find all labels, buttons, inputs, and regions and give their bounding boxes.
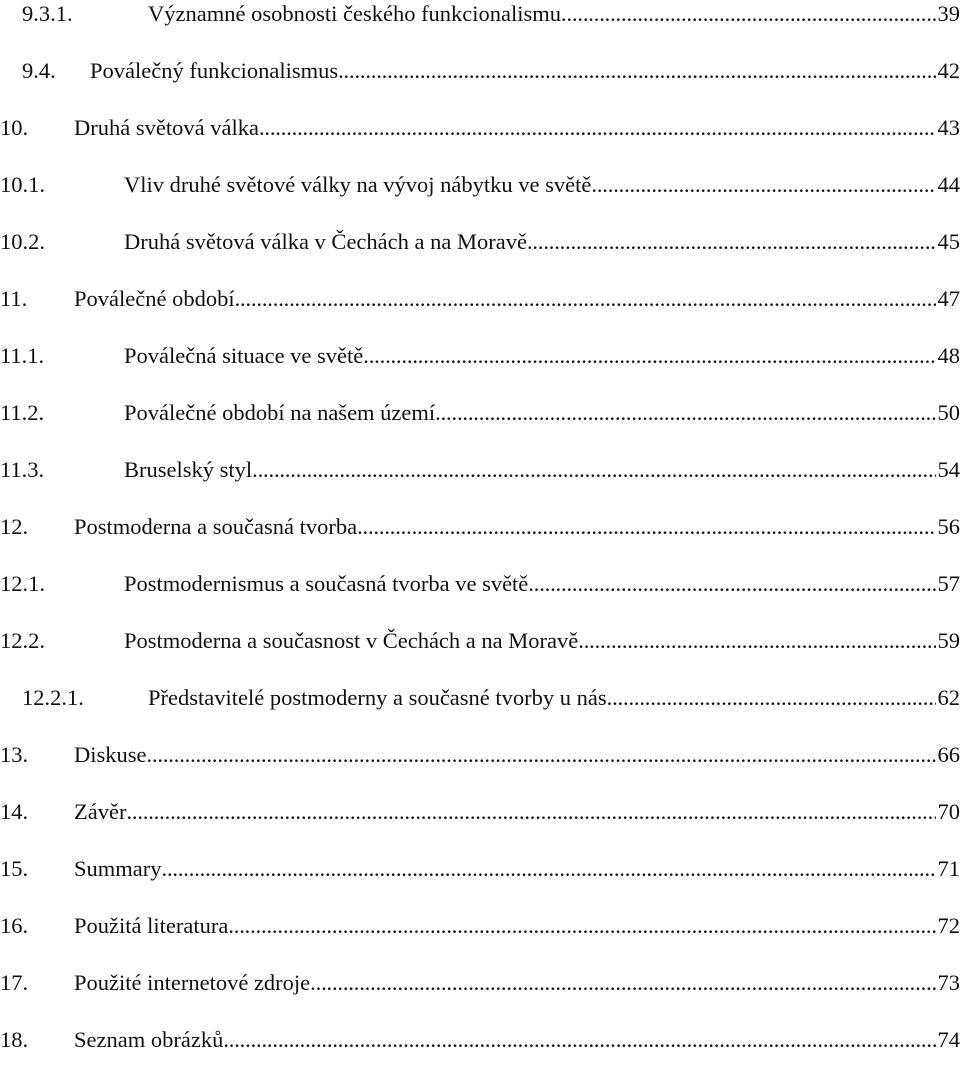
toc-entry[interactable] — [0, 568, 960, 600]
toc-leader-dots — [259, 112, 936, 144]
toc-entry-page: 54 — [937, 457, 960, 482]
toc-entry-page: 50 — [937, 400, 960, 425]
toc-entry-page: 43 — [937, 115, 960, 140]
toc-entry-page: 59 — [937, 628, 960, 653]
toc-leader-dots — [528, 568, 935, 600]
toc-leader-dots — [223, 1024, 935, 1056]
toc-entry-title: Postmodernismus a současná tvorba ve světě — [124, 571, 529, 596]
toc-entry-number: 10.2. — [0, 229, 45, 254]
toc-entry-title: Použité internetové zdroje — [74, 970, 311, 995]
toc-entry[interactable] — [0, 1024, 960, 1056]
toc-leader-dots — [235, 283, 936, 315]
toc-entry-page: 56 — [937, 514, 960, 539]
toc-leader-dots — [591, 169, 935, 201]
toc-entry-number: 12.2. — [0, 628, 45, 653]
toc-entry[interactable] — [0, 454, 960, 486]
toc-entry-number: 16. — [0, 913, 29, 938]
toc-entry-number: 10.1. — [0, 172, 45, 197]
toc-entry-number: 12.1. — [0, 571, 45, 596]
toc-entry-page: 39 — [937, 1, 960, 26]
toc-entry-number: 11. — [0, 286, 28, 311]
toc-entry-title: Použitá literatura — [74, 913, 229, 938]
toc-entry[interactable] — [0, 625, 960, 657]
toc-entry-number: 18. — [0, 1027, 29, 1052]
toc-entry-page: 47 — [937, 286, 960, 311]
toc-entry-page: 71 — [937, 856, 960, 881]
toc-leader-dots — [607, 682, 936, 714]
toc-entry-title: Poválečný funkcionalismus — [90, 58, 339, 83]
toc-entry[interactable] — [0, 55, 960, 87]
toc-entry-page: 74 — [937, 1027, 960, 1052]
toc-entry-page: 73 — [937, 970, 960, 995]
toc-entry[interactable] — [0, 682, 960, 714]
toc-entry-title: Druhá světová válka v Čechách a na Moravě — [124, 229, 527, 254]
toc-entry-title: Seznam obrázků — [74, 1027, 224, 1052]
toc-entry-title: Diskuse — [74, 742, 147, 767]
toc-entry-title: Vliv druhé světové války na vývoj nábytku ve světě — [124, 172, 592, 197]
toc-entry-page: 72 — [937, 913, 960, 938]
toc-leader-dots — [578, 625, 935, 657]
toc-entry-number: 12. — [0, 514, 29, 539]
toc-entry-title: Poválečné období — [74, 286, 235, 311]
toc-entry-page: 48 — [937, 343, 960, 368]
toc-entry-title: Druhá světová válka — [74, 115, 259, 140]
toc-entry[interactable] — [0, 226, 960, 258]
toc-leader-dots — [252, 454, 935, 486]
toc-entry-title: Poválečná situace ve světě — [124, 343, 364, 368]
toc-entry-page: 44 — [937, 172, 960, 197]
toc-leader-dots — [527, 226, 936, 258]
toc-entry[interactable] — [0, 967, 960, 999]
toc-entry-page: 62 — [937, 685, 960, 710]
toc-entry-number: 17. — [0, 970, 29, 995]
toc-entry-number: 11.2. — [0, 400, 45, 425]
toc-entry[interactable] — [0, 283, 960, 315]
toc-leader-dots — [126, 796, 935, 828]
toc-leader-dots — [357, 511, 935, 543]
toc-entry-number: 15. — [0, 856, 29, 881]
toc-entry-number: 9.3.1. — [22, 1, 73, 26]
toc-entry[interactable] — [0, 796, 960, 828]
toc-entry-title: Summary — [74, 856, 162, 881]
toc-leader-dots — [435, 397, 935, 429]
toc-leader-dots — [162, 853, 936, 885]
toc-entry[interactable] — [0, 112, 960, 144]
toc-entry[interactable] — [0, 169, 960, 201]
toc-entry-number: 11.1. — [0, 343, 45, 368]
toc-entry-number: 12.2.1. — [22, 685, 84, 710]
toc-entry-page: 45 — [937, 229, 960, 254]
toc-entry-page: 57 — [937, 571, 960, 596]
toc-entry-title: Významné osobnosti českého funkcionalismu — [148, 1, 562, 26]
toc-leader-dots — [338, 55, 935, 87]
toc-entry[interactable] — [0, 0, 960, 30]
toc-leader-dots — [561, 0, 935, 30]
toc-entry-number: 10. — [0, 115, 29, 140]
toc-entry-page: 70 — [937, 799, 960, 824]
toc-entry-title: Postmoderna a současnost v Čechách a na Moravě — [124, 628, 579, 653]
toc-leader-dots — [363, 340, 935, 372]
toc-entry[interactable] — [0, 739, 960, 771]
toc-entry-number: 9.4. — [22, 58, 56, 83]
toc-leader-dots — [147, 739, 936, 771]
toc-entry-number: 14. — [0, 799, 29, 824]
toc-entry-number: 11.3. — [0, 457, 45, 482]
toc-entry[interactable] — [0, 397, 960, 429]
toc-leader-dots — [310, 967, 935, 999]
toc-entry-page: 42 — [937, 58, 960, 83]
toc-entry-title: Bruselský styl — [124, 457, 253, 482]
toc-entry-number: 13. — [0, 742, 29, 767]
toc-entry-title: Poválečné období na našem území — [124, 400, 436, 425]
toc-entry-title: Postmoderna a současná tvorba — [74, 514, 358, 539]
toc-entry-title: Závěr — [74, 799, 127, 824]
toc-leader-dots — [228, 910, 935, 942]
toc-entry-title: Představitelé postmoderny a současné tvorby u nás — [148, 685, 607, 710]
toc-entry[interactable] — [0, 340, 960, 372]
toc-entry[interactable] — [0, 853, 960, 885]
toc-entry[interactable] — [0, 910, 960, 942]
toc-entry[interactable] — [0, 511, 960, 543]
toc-entry-page: 66 — [937, 742, 960, 767]
